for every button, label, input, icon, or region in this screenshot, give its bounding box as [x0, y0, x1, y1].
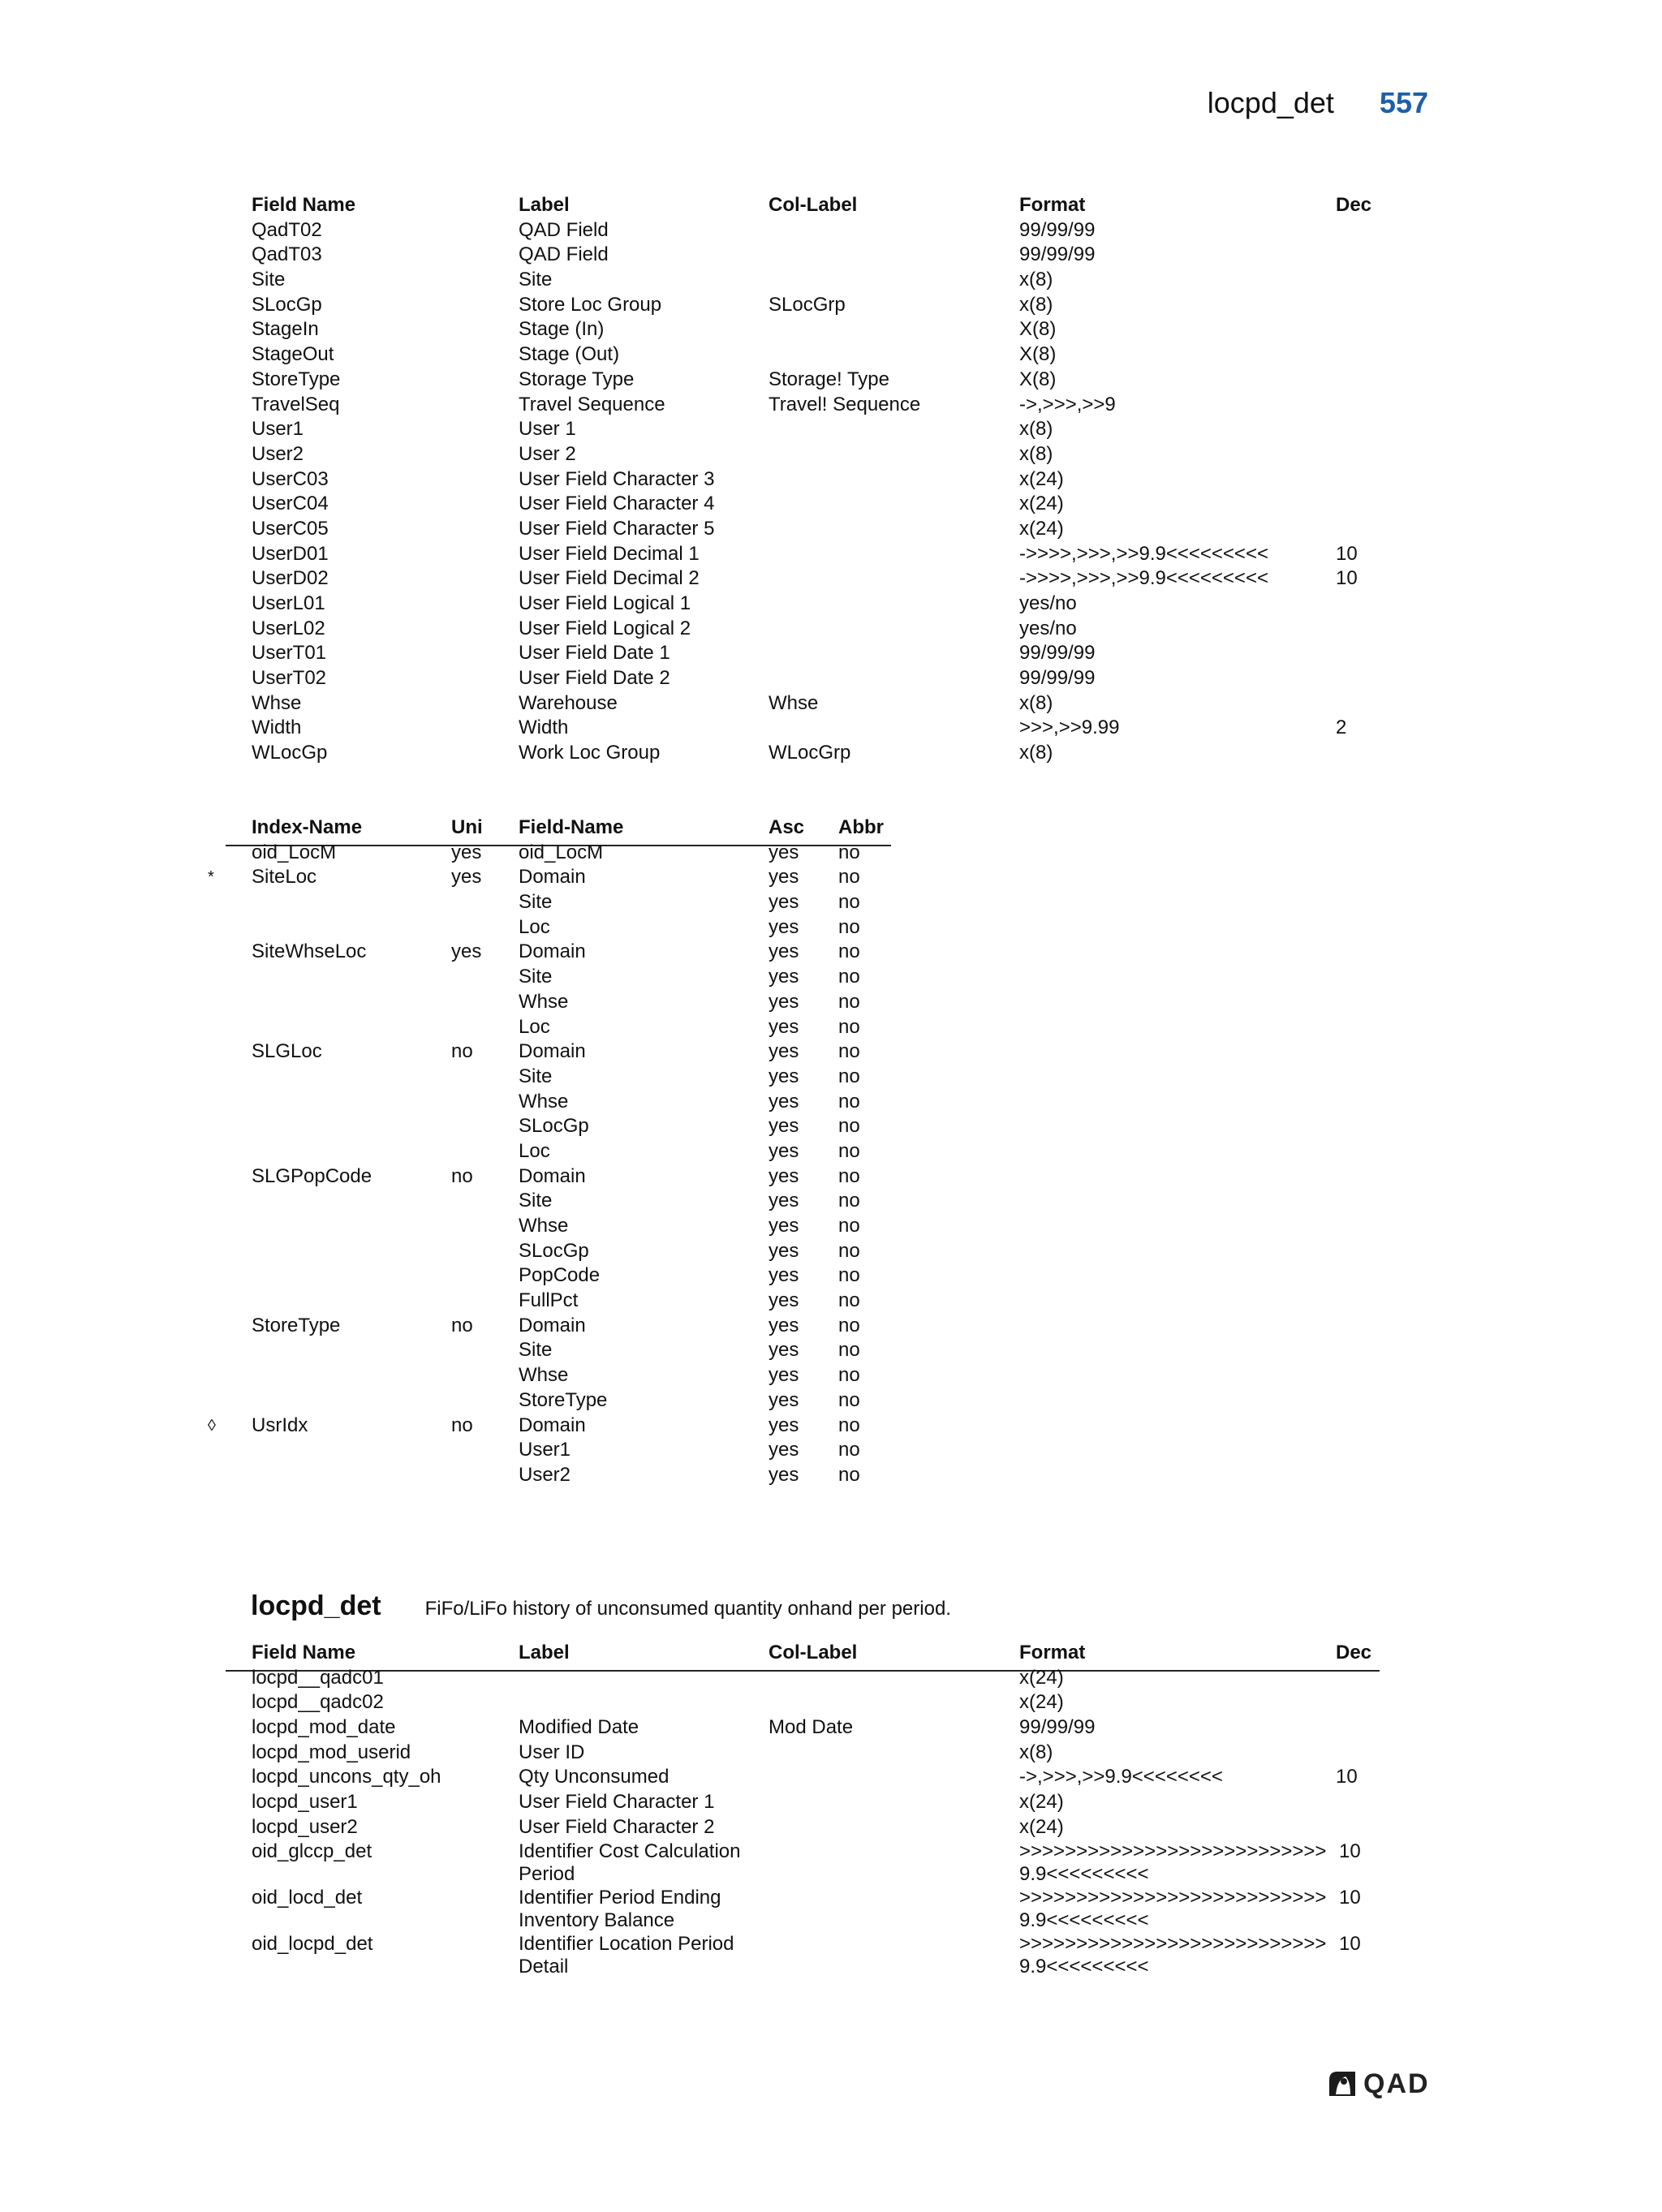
index-ascending: yes: [769, 940, 799, 963]
table-row: [226, 617, 1380, 642]
field-label: Site: [519, 269, 553, 291]
word-index-marker: ◊: [208, 1416, 216, 1435]
table-row: [226, 1015, 891, 1040]
field-label: User 1: [519, 418, 576, 441]
field-name: UserL02: [252, 617, 325, 639]
qad-logo-icon: [1328, 2070, 1357, 2098]
field-label: Warehouse: [519, 691, 618, 714]
col-header-label: Label: [519, 1642, 570, 1663]
index-abbreviated: no: [838, 1040, 860, 1063]
col-header-col-label: Col-Label: [769, 194, 858, 216]
field-col-label: SLocGrp: [769, 293, 846, 316]
col-header-dec: Dec: [1336, 194, 1372, 216]
index-ascending: yes: [769, 1314, 799, 1336]
table-row: [226, 965, 891, 990]
index-field-name: Domain: [519, 1414, 586, 1436]
table-row: [226, 1933, 1380, 1979]
index-abbreviated: no: [838, 1115, 860, 1138]
index-field-name: Whse: [519, 1215, 569, 1237]
field-name: oid_locd_det: [252, 1886, 363, 1909]
index-abbreviated: no: [838, 1139, 860, 1162]
table-row: [226, 1090, 891, 1115]
field-format: ->>>>,>>>,>>9.9<<<<<<<<<: [1019, 542, 1268, 565]
field-format: >>>>>>>>>>>>>>>>>>>>>>>>>>>9.9<<<<<<<<<: [1019, 1840, 1327, 1885]
field-format: yes/no: [1019, 617, 1077, 639]
table-row: [226, 641, 1380, 666]
field-format: x(24): [1019, 467, 1064, 490]
col-header-format: Format: [1019, 194, 1086, 216]
field-label: User Field Logical 2: [519, 617, 691, 639]
table-row: [226, 218, 1380, 243]
field-format: 99/99/99: [1019, 667, 1096, 690]
index-field-name: Site: [519, 966, 553, 988]
field-format: x(24): [1019, 1691, 1064, 1714]
field-format: x(8): [1019, 418, 1053, 441]
index-field-name: Site: [519, 1190, 553, 1212]
table-row: [226, 1715, 1380, 1741]
table-row: [226, 1214, 891, 1239]
table-row: [226, 1189, 891, 1214]
index-abbreviated: no: [838, 841, 860, 863]
index-name: SiteWhseLoc: [252, 940, 367, 963]
field-label: Identifier Location Period Detail: [519, 1933, 734, 1978]
field-name: UserC05: [252, 517, 329, 540]
index-abbreviated: no: [838, 1339, 860, 1362]
field-label: Identifier Cost Calculation Period: [519, 1840, 741, 1885]
field-format: >>>,>>9.99: [1019, 717, 1120, 739]
field-dec: 2: [1336, 717, 1347, 739]
field-format: ->,>>>,>>9.9<<<<<<<<: [1019, 1766, 1223, 1788]
index-abbreviated: no: [838, 1090, 860, 1112]
index-field-name: Domain: [519, 1314, 586, 1336]
table-row: [226, 1289, 891, 1314]
index-abbreviated: no: [838, 1463, 860, 1486]
field-name: StageOut: [252, 343, 334, 366]
table-row: [226, 940, 891, 965]
index-field-name: SLocGp: [519, 1239, 589, 1262]
field-format: x(8): [1019, 691, 1053, 714]
field-name: Width: [252, 717, 302, 739]
table-row: [226, 442, 1380, 467]
index-abbreviated: no: [838, 966, 860, 988]
table-row: [226, 1314, 891, 1339]
field-format: x(24): [1019, 517, 1064, 540]
field-name: locpd__qadc02: [252, 1691, 384, 1714]
index-abbreviated: no: [838, 1264, 860, 1287]
field-label: User Field Date 1: [519, 642, 670, 665]
field-format: yes/no: [1019, 592, 1077, 614]
index-field-name: Whse: [519, 1364, 569, 1387]
index-ascending: yes: [769, 915, 799, 938]
index-ascending: yes: [769, 1190, 799, 1212]
index-ascending: yes: [769, 1115, 799, 1138]
field-label: Identifier Period Ending Inventory Balance: [519, 1886, 721, 1931]
table-row: [226, 467, 1380, 493]
field-name: SLocGp: [252, 293, 322, 316]
section-description: FiFo/LiFo history of unconsumed quantity onhand per period.: [424, 1598, 951, 1620]
field-label: Stage (Out): [519, 343, 620, 366]
index-table-header: [226, 816, 891, 841]
field-format: x(8): [1019, 293, 1053, 316]
field-name: WLocGp: [252, 742, 328, 764]
table-row: [226, 741, 1380, 766]
field-name: User2: [252, 442, 304, 465]
index-field-name: SLocGp: [519, 1115, 589, 1138]
field-name: oid_glccp_det: [252, 1840, 372, 1862]
index-abbreviated: no: [838, 1314, 860, 1336]
table-row: [226, 566, 1380, 592]
index-unique: no: [451, 1414, 473, 1436]
index-ascending: yes: [769, 1164, 799, 1187]
field-format: X(8): [1019, 368, 1057, 390]
table-row: [226, 592, 1380, 617]
field-format: x(8): [1019, 442, 1053, 465]
index-ascending: yes: [769, 1040, 799, 1063]
table-row: [226, 915, 891, 940]
index-ascending: yes: [769, 1239, 799, 1262]
field-name: StoreType: [252, 368, 341, 390]
field-label: QAD Field: [519, 218, 609, 241]
field-format: x(8): [1019, 269, 1053, 291]
field-name: UserT01: [252, 642, 327, 665]
table-row: [226, 268, 1380, 293]
table-row: [226, 716, 1380, 741]
field-name: UserC04: [252, 493, 329, 515]
index-name: SLGLoc: [252, 1040, 322, 1063]
index-field-name: User1: [519, 1439, 571, 1461]
field-label: Work Loc Group: [519, 742, 661, 764]
field-name: TravelSeq: [252, 393, 340, 415]
index-field-name: Loc: [519, 1139, 550, 1162]
index-ascending: yes: [769, 1289, 799, 1312]
index-field-name: PopCode: [519, 1264, 601, 1287]
col-header-asc: Asc: [769, 816, 805, 838]
field-name: QadT03: [252, 243, 322, 266]
field-label: User Field Decimal 1: [519, 542, 700, 565]
field-format: x(8): [1019, 1741, 1053, 1763]
locpd-table-header: [226, 1641, 1380, 1666]
field-dec: 10: [1339, 1933, 1361, 1956]
field-label: User Field Character 1: [519, 1791, 715, 1814]
field-name: UserT02: [252, 667, 327, 690]
index-field-name: Whse: [519, 990, 569, 1013]
index-ascending: yes: [769, 1065, 799, 1087]
qad-logo: [1328, 2068, 1449, 2100]
table-row: [226, 1338, 891, 1363]
table-row: [226, 1741, 1380, 1766]
field-name: locpd__qadc01: [252, 1666, 384, 1689]
field-name: User1: [252, 418, 304, 441]
table-row: [226, 1139, 891, 1164]
table-row: [226, 1114, 891, 1139]
index-name: SiteLoc: [252, 866, 317, 889]
field-name: UserC03: [252, 467, 329, 490]
col-header-abbr: Abbr: [838, 816, 884, 838]
page-number: 557: [1379, 86, 1428, 119]
index-abbreviated: no: [838, 915, 860, 938]
table-row: [226, 890, 891, 915]
field-format: 99/99/99: [1019, 218, 1096, 241]
table-row: [226, 492, 1380, 517]
field-format: x(24): [1019, 493, 1064, 515]
table-row: [226, 1239, 891, 1264]
field-label: User Field Decimal 2: [519, 567, 700, 590]
index-name: UsrIdx: [252, 1414, 308, 1436]
index-unique: yes: [451, 841, 482, 863]
index-ascending: yes: [769, 1364, 799, 1387]
field-format: x(24): [1019, 1666, 1064, 1689]
primary-index-marker: *: [208, 868, 214, 887]
section-name: locpd_det: [251, 1590, 381, 1621]
table-row: [226, 293, 1380, 318]
field-dec: 10: [1336, 1766, 1358, 1788]
table-row: [226, 1815, 1380, 1840]
index-unique: no: [451, 1040, 473, 1063]
field-name: Site: [252, 269, 286, 291]
index-ascending: yes: [769, 1463, 799, 1486]
field-format: x(24): [1019, 1815, 1064, 1838]
field-format: 99/99/99: [1019, 1716, 1096, 1739]
table-row: [226, 1790, 1380, 1815]
index-field-name: Domain: [519, 1164, 586, 1187]
index-unique: no: [451, 1314, 473, 1336]
field-dec: 10: [1339, 1840, 1361, 1862]
col-header-format: Format: [1019, 1642, 1086, 1663]
field-name: locpd_uncons_qty_oh: [252, 1766, 441, 1788]
index-abbreviated: no: [838, 1239, 860, 1262]
field-label: User Field Character 4: [519, 493, 715, 515]
field-col-label: Storage! Type: [769, 368, 889, 390]
table-row: [226, 1039, 891, 1065]
field-format: x(8): [1019, 742, 1053, 764]
field-name: locpd_user2: [252, 1815, 358, 1838]
qad-logo-text: QAD: [1363, 2068, 1430, 2099]
field-label: Storage Type: [519, 368, 635, 390]
index-field-name: FullPct: [519, 1289, 579, 1312]
table-row: [226, 1263, 891, 1289]
field-label: User Field Character 5: [519, 517, 715, 540]
table-row: [208, 865, 891, 890]
col-header-field-name: Field Name: [252, 194, 356, 216]
index-unique: yes: [451, 866, 482, 889]
index-field-name: Loc: [519, 915, 550, 938]
field-format: >>>>>>>>>>>>>>>>>>>>>>>>>>>9.9<<<<<<<<<: [1019, 1933, 1327, 1978]
table-row: [226, 691, 1380, 717]
table-row: [226, 342, 1380, 368]
table-row: [226, 517, 1380, 542]
table-row: [226, 1438, 891, 1463]
field-format: >>>>>>>>>>>>>>>>>>>>>>>>>>>9.9<<<<<<<<<: [1019, 1886, 1327, 1931]
index-ascending: yes: [769, 1339, 799, 1362]
table-row: [226, 1666, 1380, 1691]
index-ascending: yes: [769, 891, 799, 914]
table-row: [226, 417, 1380, 442]
index-ascending: yes: [769, 990, 799, 1013]
index-name: oid_LocM: [252, 841, 337, 863]
field-col-label: Mod Date: [769, 1716, 854, 1739]
field-label: User Field Character 3: [519, 467, 715, 490]
index-field-name: Site: [519, 1065, 553, 1087]
col-header-index-name: Index-Name: [252, 816, 363, 838]
field-format: X(8): [1019, 343, 1057, 366]
index-field-name: Domain: [519, 866, 586, 889]
index-abbreviated: no: [838, 990, 860, 1013]
field-col-label: WLocGrp: [769, 742, 851, 764]
table-row: [226, 1164, 891, 1190]
field-label: User ID: [519, 1741, 585, 1763]
field-name: locpd_user1: [252, 1791, 358, 1814]
index-abbreviated: no: [838, 891, 860, 914]
index-ascending: yes: [769, 1439, 799, 1461]
index-ascending: yes: [769, 1015, 799, 1038]
index-field-name: Site: [519, 891, 553, 914]
index-ascending: yes: [769, 841, 799, 863]
field-label: Qty Unconsumed: [519, 1766, 670, 1788]
field-table-header: [226, 193, 1380, 218]
page-header: [1055, 86, 1428, 128]
field-table: [226, 193, 1380, 766]
field-name: oid_locpd_det: [252, 1933, 373, 1956]
header-title: locpd_det: [1207, 86, 1334, 119]
field-format: X(8): [1019, 318, 1057, 341]
index-field-name: User2: [519, 1463, 571, 1486]
index-ascending: yes: [769, 866, 799, 889]
table-row: [226, 990, 891, 1015]
index-ascending: yes: [769, 1264, 799, 1287]
index-field-name: Whse: [519, 1090, 569, 1112]
index-abbreviated: no: [838, 1164, 860, 1187]
table-row: [226, 1363, 891, 1388]
index-name: SLGPopCode: [252, 1164, 372, 1187]
field-label: User 2: [519, 442, 576, 465]
index-abbreviated: no: [838, 1414, 860, 1436]
field-label: Width: [519, 717, 569, 739]
table-row: [226, 368, 1380, 393]
index-abbreviated: no: [838, 866, 860, 889]
index-abbreviated: no: [838, 1289, 860, 1312]
index-abbreviated: no: [838, 1364, 860, 1387]
field-label: Modified Date: [519, 1716, 639, 1739]
field-name: UserD01: [252, 542, 329, 565]
col-header-col-label: Col-Label: [769, 1642, 858, 1663]
col-header-label: Label: [519, 194, 570, 216]
field-col-label: Travel! Sequence: [769, 393, 921, 415]
index-abbreviated: no: [838, 1065, 860, 1087]
field-dec: 10: [1339, 1886, 1361, 1909]
field-format: 99/99/99: [1019, 243, 1096, 266]
table-row: [226, 666, 1380, 691]
table-row: [226, 1065, 891, 1090]
table-row: [226, 1388, 891, 1414]
index-field-name: Domain: [519, 940, 586, 963]
field-name: QadT02: [252, 218, 322, 241]
field-dec: 10: [1336, 567, 1358, 590]
col-header-field-name: Field Name: [252, 1642, 356, 1663]
field-label: User Field Date 2: [519, 667, 670, 690]
index-field-name: Site: [519, 1339, 553, 1362]
field-name: locpd_mod_userid: [252, 1741, 411, 1763]
section-title: [251, 1590, 951, 1622]
table-row: [226, 393, 1380, 418]
table-row: [226, 1887, 1380, 1933]
index-field-name: Loc: [519, 1015, 550, 1038]
field-col-label: Whse: [769, 691, 819, 714]
field-label: Travel Sequence: [519, 393, 665, 415]
index-field-name: StoreType: [519, 1388, 608, 1411]
table-row: [226, 1690, 1380, 1715]
field-label: Store Loc Group: [519, 293, 662, 316]
index-name: StoreType: [252, 1314, 341, 1336]
index-abbreviated: no: [838, 940, 860, 963]
table-row: [226, 841, 891, 866]
table-row: [226, 1765, 1380, 1790]
index-field-name: oid_LocM: [519, 841, 604, 863]
index-ascending: yes: [769, 966, 799, 988]
col-header-field-name: Field-Name: [519, 816, 624, 838]
field-label: QAD Field: [519, 243, 609, 266]
field-name: UserL01: [252, 592, 325, 614]
field-dec: 10: [1336, 542, 1358, 565]
table-row: [226, 1840, 1380, 1887]
index-abbreviated: no: [838, 1215, 860, 1237]
field-name: UserD02: [252, 567, 329, 590]
index-ascending: yes: [769, 1090, 799, 1112]
field-label: User Field Character 2: [519, 1815, 715, 1838]
index-abbreviated: no: [838, 1388, 860, 1411]
field-format: ->>>>,>>>,>>9.9<<<<<<<<<: [1019, 567, 1268, 590]
field-format: ->,>>>,>>9: [1019, 393, 1116, 415]
locpd-field-table: [226, 1641, 1380, 1980]
index-abbreviated: no: [838, 1015, 860, 1038]
index-abbreviated: no: [838, 1190, 860, 1212]
index-unique: no: [451, 1164, 473, 1187]
field-name: StageIn: [252, 318, 319, 341]
index-unique: yes: [451, 940, 482, 963]
field-format: x(24): [1019, 1791, 1064, 1814]
index-ascending: yes: [769, 1215, 799, 1237]
field-format: 99/99/99: [1019, 642, 1096, 665]
index-ascending: yes: [769, 1388, 799, 1411]
index-abbreviated: no: [838, 1439, 860, 1461]
index-ascending: yes: [769, 1139, 799, 1162]
table-row: [226, 317, 1380, 342]
col-header-uni: Uni: [451, 816, 483, 838]
field-name: Whse: [252, 691, 302, 714]
index-field-name: Domain: [519, 1040, 586, 1063]
table-row: [226, 542, 1380, 567]
field-label: User Field Logical 1: [519, 592, 691, 614]
table-row: [208, 1414, 891, 1439]
col-header-dec: Dec: [1336, 1642, 1372, 1663]
field-name: locpd_mod_date: [252, 1716, 396, 1739]
index-table: [208, 816, 891, 1488]
index-ascending: yes: [769, 1414, 799, 1436]
table-row: [226, 243, 1380, 268]
field-label: Stage (In): [519, 318, 605, 341]
table-row: [226, 1463, 891, 1488]
